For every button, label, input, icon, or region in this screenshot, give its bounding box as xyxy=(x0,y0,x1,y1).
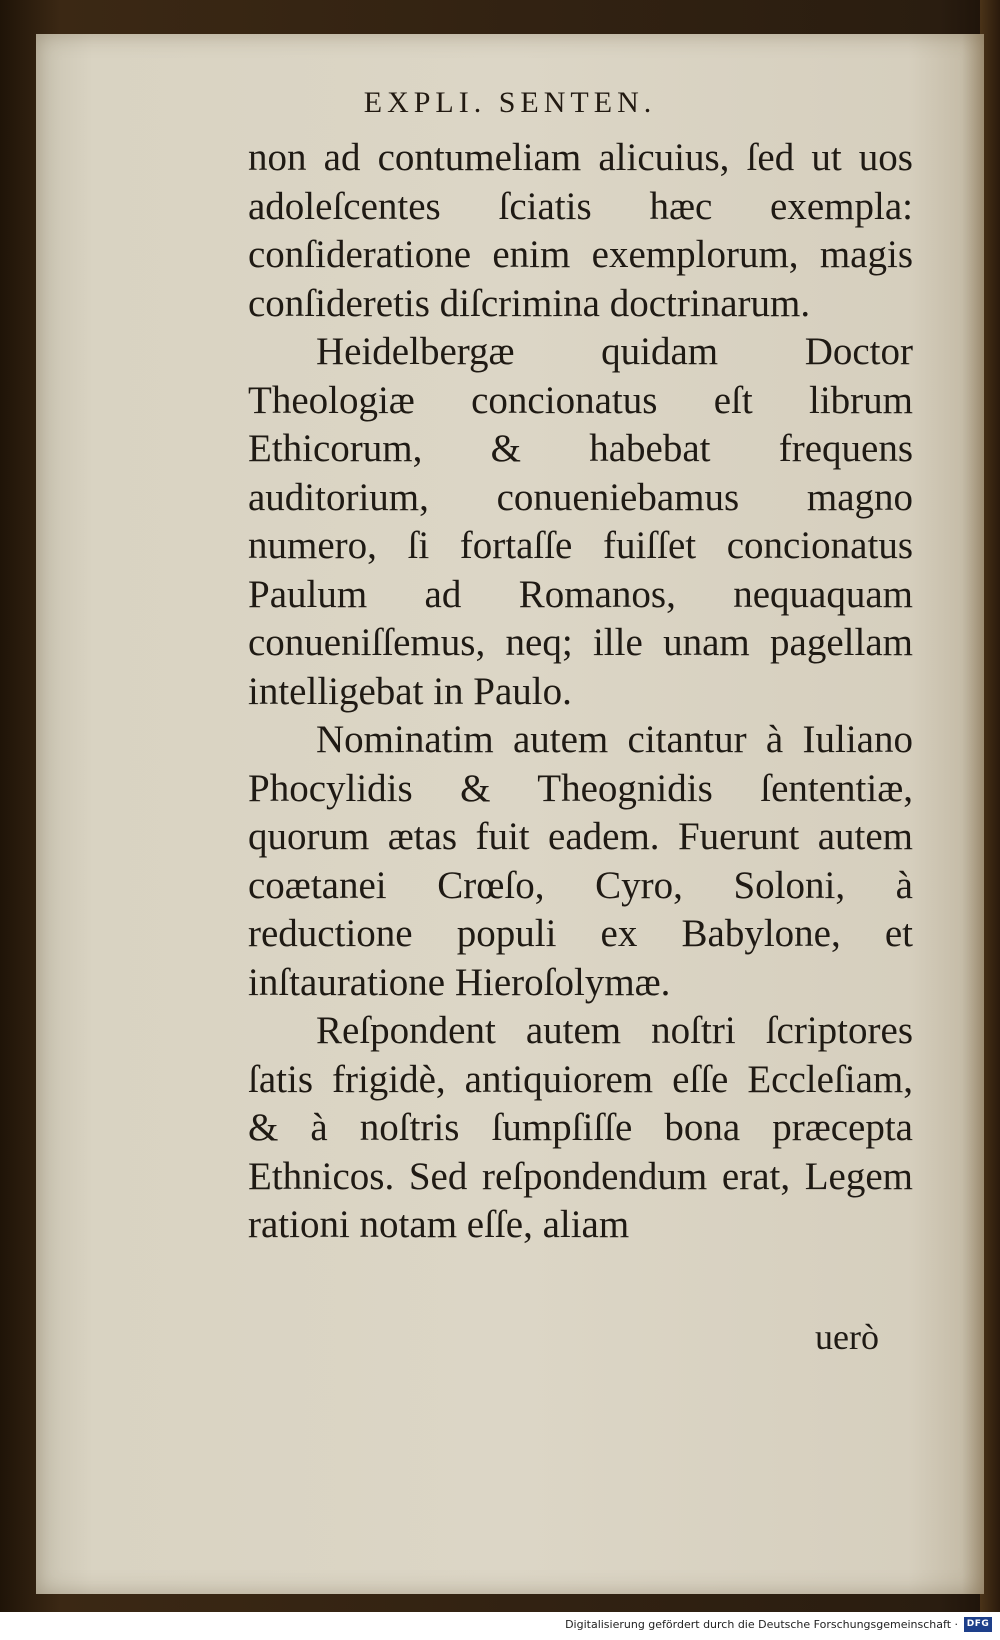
footer-credit-text: Digitalisierung gefördert durch die Deutsche Forschungsgemeinschaft · xyxy=(565,1618,958,1631)
running-head: EXPLI. SENTEN. xyxy=(363,86,657,119)
dfg-logo: DFG xyxy=(964,1617,992,1632)
paragraph-2: Heidelbergæ quidam Doctor Theologiæ concionatus eſt librum Ethicorum, & habebat frequens auditorium, conueniebamus magno numero, ſi fortaſſe fuiſſet concionatus Paulum ad Romanos, nequaquam conueniſſemus, neq; ille unam pagellam intelligebat in Paulo. xyxy=(248,330,913,713)
paragraph-1: non ad contumeliam alicuius, ſed ut uos adoleſcentes ſciatis hæc exempla: conſideratione enim exemplorum, magis conſideretis diſcrimina doctrinarum. xyxy=(248,136,913,325)
catchword: uerò xyxy=(815,1317,879,1357)
paragraph-3: Nominatim autem citantur à Iuliano Phocylidis & Theognidis ſententiæ, quorum ætas fuit eadem. Fuerunt autem coætanei Crœſo, Cyro, Soloni, à reductione populi ex Babylone, et inſtauratione Hieroſolymæ. xyxy=(248,718,913,1004)
page-text-block xyxy=(248,134,913,1250)
paragraph-4: Reſpondent autem noſtri ſcriptores ſatis frigidè, antiquiorem eſſe Eccleſiam, & à noſtris ſumpſiſſe bona præcepta Ethnicos. Sed reſpondendum erat, Legem rationi notam eſſe, aliam xyxy=(248,1009,913,1246)
digitization-footer xyxy=(0,1612,1000,1640)
book-page xyxy=(36,34,984,1594)
page-edge-shadow xyxy=(962,34,984,1594)
